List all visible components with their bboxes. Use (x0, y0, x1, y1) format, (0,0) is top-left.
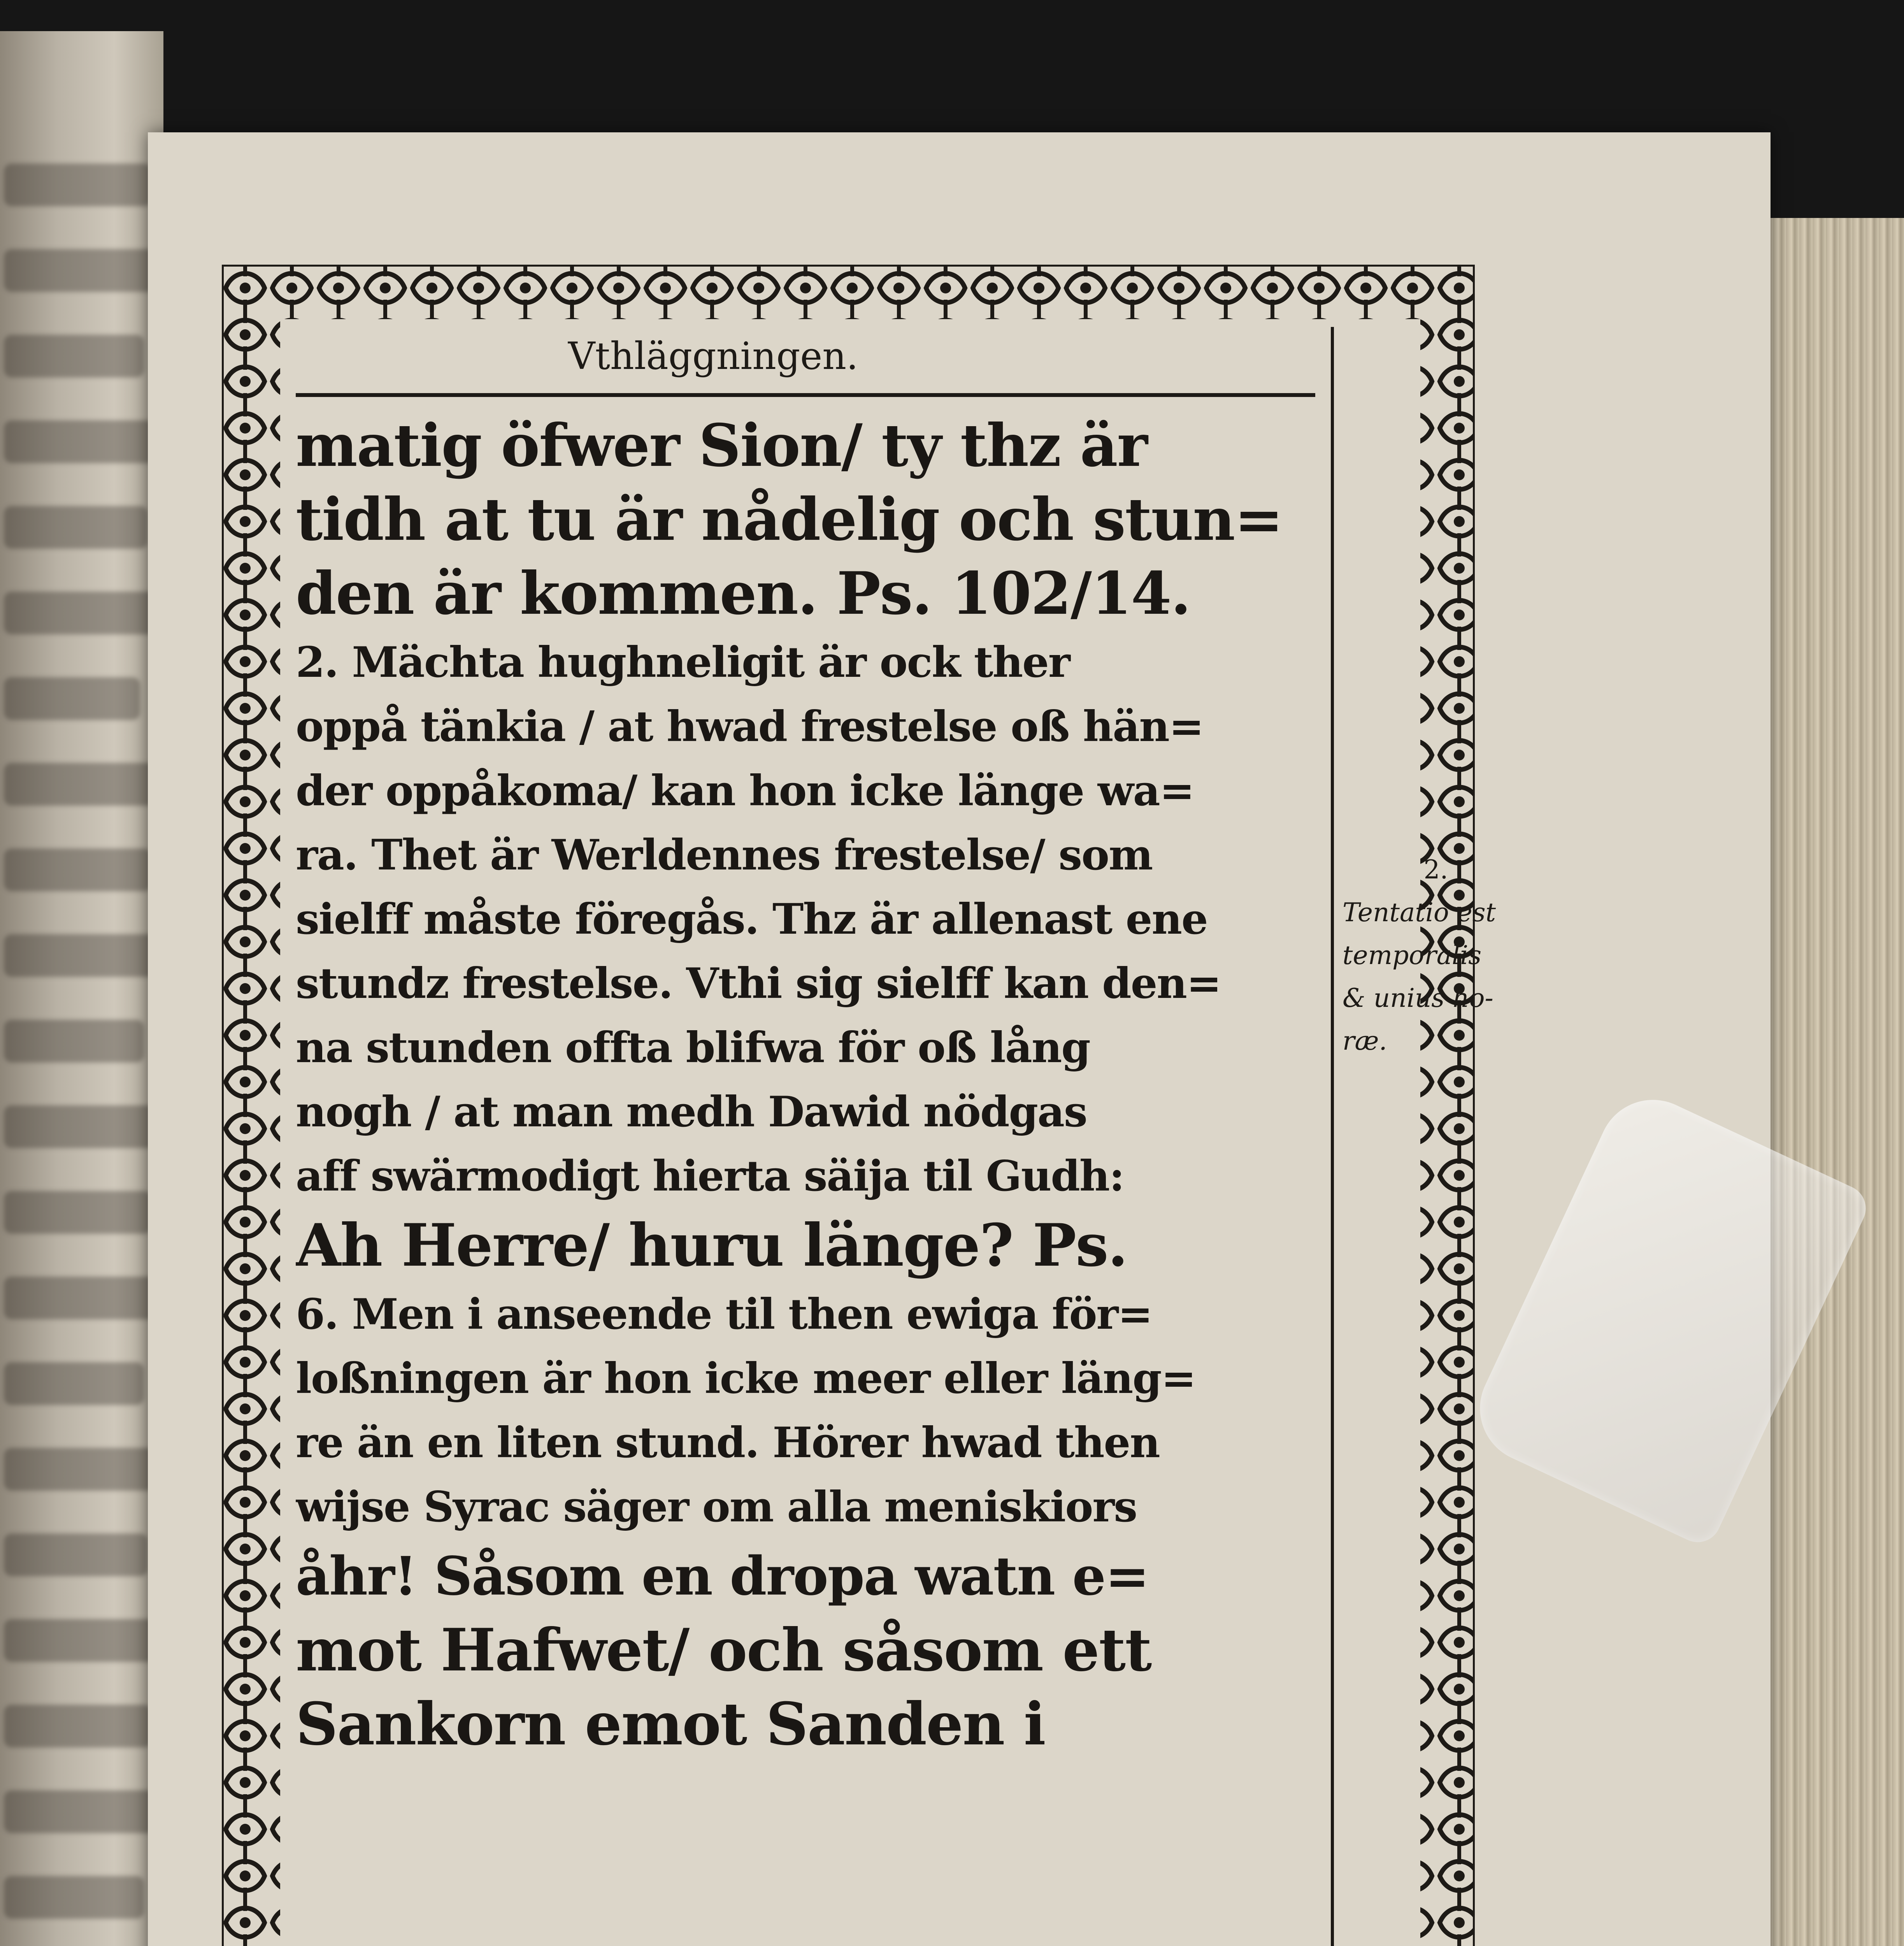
text-line: na stunden offta blifwa för oß lång (296, 1023, 1090, 1072)
marginal-note-line: ræ. (1342, 1026, 1387, 1056)
text-line: den är kommen. Ps. 102/14. (296, 559, 1190, 628)
marginal-note-number: 2. (1423, 855, 1448, 885)
body-text (296, 409, 1315, 1761)
text-line: oppå tänkia / at hwad frestelse oß hän= (296, 702, 1204, 751)
text-line: mot Hafwet/ och såsom ett (296, 1616, 1151, 1684)
text-line: Ah Herre/ huru länge? Ps. (296, 1211, 1127, 1280)
marginal-note-line: Tentatio est (1342, 897, 1496, 927)
text-line: re än en liten stund. Hörer hwad then (296, 1418, 1160, 1467)
text-line: 2. Mächta hughneligit är ock ther (296, 638, 1070, 687)
text-line: wijse Syrac säger om alla meniskiors (296, 1482, 1137, 1532)
text-line: stundz frestelse. Vthi sig sielff kan den= (296, 959, 1221, 1008)
column-rule (1331, 327, 1334, 1946)
text-line: aff swärmodigt hierta säija til Gudh: (296, 1152, 1124, 1201)
text-line: nogh / at man medh Dawid nödgas (296, 1087, 1087, 1136)
text-line: 6. Men i anseende til then ewiga för= (296, 1290, 1152, 1339)
text-line: der oppåkoma/ kan hon icke länge wa= (296, 766, 1194, 815)
text-line: Sankorn emot Sanden i (296, 1690, 1045, 1758)
text-line: ra. Thet är Werldennes frestelse/ som (296, 831, 1153, 880)
head-rule (296, 393, 1315, 397)
printed-page (148, 132, 1771, 1946)
text-line: tidh at tu är nådelig och stun= (296, 485, 1283, 554)
facing-page-edge (0, 31, 163, 1946)
marginal-note-line: temporalis (1342, 940, 1482, 970)
marginal-note-line: & unius ho- (1342, 983, 1493, 1013)
marginal-note (1342, 848, 1529, 1063)
text-line: matig öfwer Sion/ ty thz är (296, 411, 1147, 480)
text-line: loßningen är hon icke meer eller läng= (296, 1354, 1196, 1403)
text-line: sielff måste föregås. Thz är allenast ene (296, 895, 1207, 944)
text-column (296, 327, 1315, 1758)
running-head: Vthläggningen. (568, 334, 858, 378)
text-line: åhr! Såsom en dropa watn e= (296, 1545, 1149, 1607)
